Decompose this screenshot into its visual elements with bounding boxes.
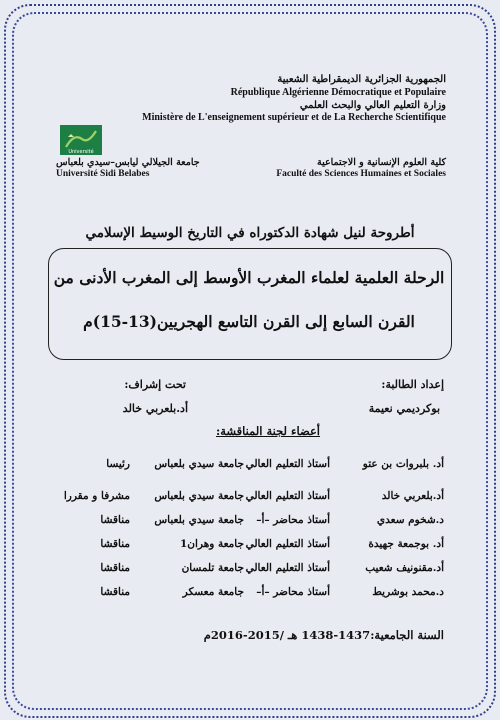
university-name-arabic: جامعة الجيلالي ليابس–سيدي بلعباس (56, 157, 200, 168)
jury-row (56, 490, 444, 506)
university-name-french: Université Sidi Belabes (56, 169, 150, 179)
jury-member-university: جامعة معسكر (182, 586, 244, 598)
jury-member-university: جامعة سيدي بلعباس (154, 514, 244, 526)
jury-row (56, 586, 444, 602)
jury-member-rank: أستاذ التعليم العالي (245, 458, 330, 470)
jury-row (56, 562, 444, 578)
jury-member-university: جامعة سيدي بلعباس (154, 458, 244, 470)
jury-member-name: أد.بلعربي خالد (381, 490, 444, 502)
republic-name-arabic: الجمهورية الجزائرية الديمقراطية الشعبية (277, 74, 446, 85)
jury-member-name: د.محمد بوشريط (372, 586, 444, 598)
supervisor-name: أد.بلعربي خالد (122, 402, 188, 415)
jury-member-university: جامعة سيدي بلعباس (154, 490, 244, 502)
jury-member-role: مناقشا (100, 538, 130, 550)
student-name: بوكرديمي نعيمة (368, 402, 440, 415)
jury-row (56, 538, 444, 554)
thesis-title-line-1: الرحلة العلمية لعلماء المغرب الأوسط إلى المغرب الأدنى من (53, 268, 445, 287)
faculty-name-arabic: كلية العلوم الإنسانية و الاجتماعية (317, 157, 446, 168)
jury-member-rank: أستاذ التعليم العالي (245, 562, 330, 574)
jury-member-role: مناقشا (100, 586, 130, 598)
academic-year: السنة الجامعية:1437-1438 هـ /2015-2016م (203, 628, 444, 642)
jury-member-name: أد. بلبروات بن عتو (362, 458, 444, 470)
jury-member-rank: أستاذ محاضر –أ– (256, 586, 330, 598)
republic-name-french: République Algérienne Démocratique et Populaire (230, 87, 446, 98)
jury-title: أعضاء لجنة المناقشة: (216, 424, 320, 438)
university-logo (60, 125, 102, 155)
title-box (48, 248, 452, 360)
supervisor-label: تحت إشراف: (124, 378, 186, 391)
thesis-title-line-2: القرن السابع إلى القرن التاسع الهجريين(13-15)م (83, 312, 415, 331)
jury-member-role: مناقشا (100, 514, 130, 526)
jury-member-role: رئيسا (106, 458, 130, 470)
thesis-type: أطروحة لنيل شهادة الدكتوراه في التاريخ الوسيط الإسلامي (85, 225, 415, 241)
jury-member-name: أد.مقنونيف شعيب (365, 562, 444, 574)
jury-member-name: د.شخوم سعدي (376, 514, 444, 526)
jury-row (56, 514, 444, 530)
logo-caption: Université (68, 149, 94, 155)
prepared-by-label: إعداد الطالبة: (381, 378, 444, 391)
jury-member-rank: أستاذ التعليم العالي (245, 490, 330, 502)
jury-row (56, 458, 444, 474)
jury-member-rank: أستاذ التعليم العالي (245, 538, 330, 550)
jury-member-role: مناقشا (100, 562, 130, 574)
ministry-name-arabic: وزارة التعليم العالي والبحث العلمي (299, 100, 446, 111)
faculty-name-french: Faculté des Sciences Humaines et Sociales (276, 169, 446, 179)
jury-member-role: مشرفا و مقررا (63, 490, 130, 502)
jury-member-university: جامعة تلمسان (181, 562, 244, 574)
jury-member-university: جامعة وهران1 (179, 538, 244, 550)
jury-member-name: أد. بوجمعة جهيدة (368, 538, 444, 550)
jury-member-rank: أستاذ محاضر –أ– (256, 514, 330, 526)
ministry-name-french: Ministère de L'enseignement supérieur et de La Recherche Scientifique (142, 112, 446, 123)
